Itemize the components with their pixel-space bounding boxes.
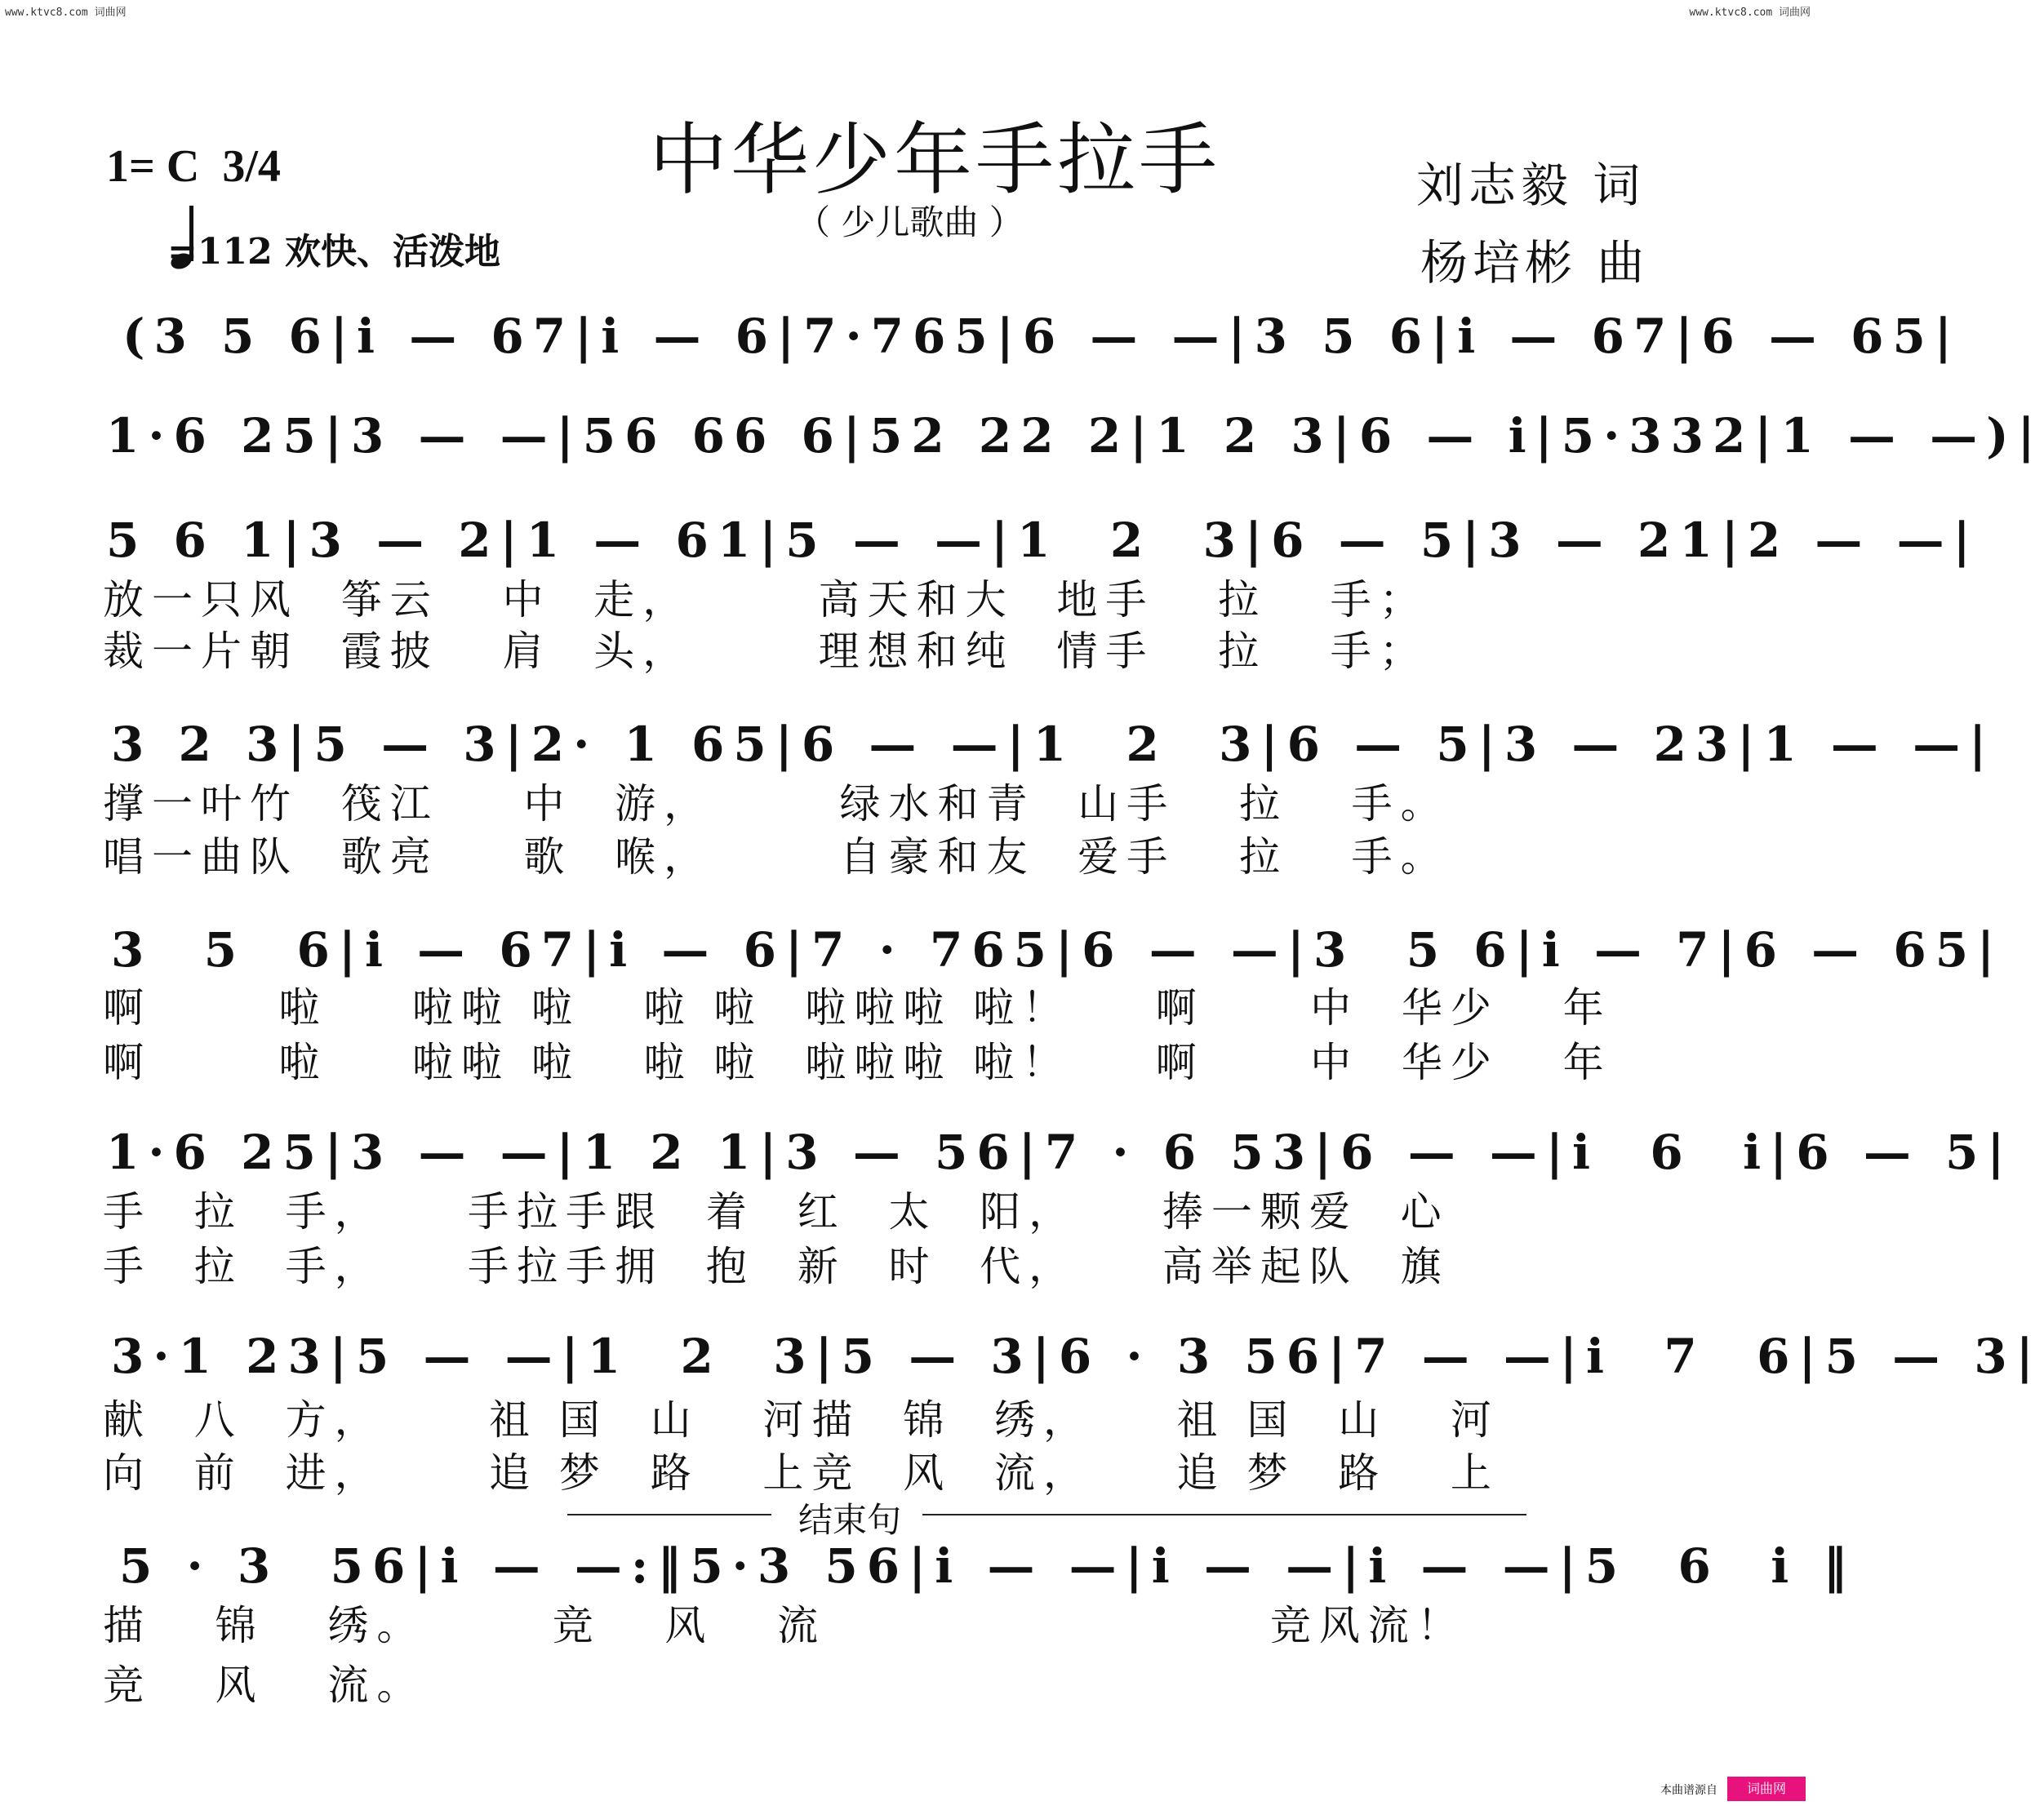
key-signature: 1= C 3/4: [106, 141, 281, 192]
score-line-6-lyric-verse-2: 手 拉 手， 手拉手拥 抱 新 时 代， 高举起队 旗: [103, 1243, 1450, 1290]
score-line-2-notes: 1·6 25|3 — —|56 66 6|52 22 2|1 2 3|6 — i|5·332|1 — —)|: [106, 408, 2044, 464]
site-label-left: www.ktvc8.com 词曲网: [5, 7, 127, 19]
tempo-marking: =112 欢快、活泼地: [167, 231, 501, 273]
score-line-8-lyric-verse-1: 描 锦 绣。 竞 风 流 竞风流！: [103, 1602, 1466, 1649]
ending-bracket-left: [567, 1514, 771, 1515]
score-line-7-notes: 3·1 23|5 — —|1 2 3|5 — 3|6 · 3 56|7 — —|i 7 6|5 — 3|: [111, 1329, 2042, 1384]
ending-bracket-right: [922, 1514, 1526, 1515]
score-line-3-notes: 5 6 1|3 — 2|1 — 61|5 — —|1 2 3|6 — 5|3 — 21|2 — —|: [106, 513, 1980, 568]
score-line-5-lyric-verse-1: 啊 啦 啦啦 啦 啦 啦 啦啦啦 啦！ 啊 中 华少 年: [103, 984, 1612, 1032]
score-line-4-lyric-verse-2: 唱一曲队 歌亮 歌 喉， 自豪和友 爱手 拉 手。: [103, 833, 1450, 881]
score-line-6-lyric-verse-1: 手 拉 手， 手拉手跟 着 红 太 阳， 捧一颗爱 心: [103, 1188, 1450, 1236]
score-line-3-lyric-verse-1: 放一只风 筝云 中 走， 高天和大 地手 拉 手；: [103, 576, 1429, 623]
score-line-4-notes: 3 2 3|5 — 3|2· 1 65|6 — —|1 2 3|6 — 5|3 — 23|1 — —|: [111, 717, 1996, 772]
score-line-7-lyric-verse-2: 向 前 进， 追 梦 路 上竞 风 流， 追 梦 路 上: [103, 1449, 1500, 1497]
score-line-8-lyric-verse-2: 竞 风 流。: [103, 1662, 426, 1709]
score-line-8-notes: 5 · 3 56|i — —:‖5·3 56|i — —|i — —|i — —|5 6 i ‖: [119, 1538, 1856, 1594]
site-label-right: www.ktvc8.com 词曲网: [1689, 7, 1811, 19]
score-line-3-lyric-verse-2: 裁一片朝 霞披 肩 头， 理想和纯 情手 拉 手；: [103, 628, 1429, 675]
footer-source-text: 本曲谱源自: [1660, 1784, 1717, 1797]
score-line-4-lyric-verse-1: 撑一叶竹 筏江 中 游， 绿水和青 山手 拉 手。: [103, 780, 1450, 828]
ending-label: 结束句: [798, 1500, 902, 1540]
score-line-5-notes: 3 5 6|i — 67|i — 6|7 · 765|6 — —|3 5 6|i — 7|6 — 65|: [111, 922, 2004, 978]
score-line-6-notes: 1·6 25|3 — —|1 2 1|3 — 56|7 · 6 53|6 — —|i 6 i|6 — 5|: [106, 1125, 2014, 1180]
footer-badge[interactable]: 词曲网: [1727, 1777, 1806, 1801]
song-title: 中华少年手拉手: [649, 114, 1220, 206]
composer-credit: 杨培彬 曲: [1420, 235, 1650, 291]
score-line-1-notes: (3 5 6|i — 67|i — 6|7·765|6 — —|3 5 6|i — 67|6 — 65|: [122, 308, 1961, 364]
score-line-7-lyric-verse-1: 献 八 方， 祖 国 山 河描 锦 绣， 祖 国 山 河: [103, 1396, 1500, 1444]
lyricist-credit: 刘志毅 词: [1416, 158, 1646, 213]
score-line-5-lyric-verse-2: 啊 啦 啦啦 啦 啦 啦 啦啦啦 啦！ 啊 中 华少 年: [103, 1039, 1612, 1086]
song-subtitle: （ 少儿歌曲 ）: [796, 202, 1024, 242]
